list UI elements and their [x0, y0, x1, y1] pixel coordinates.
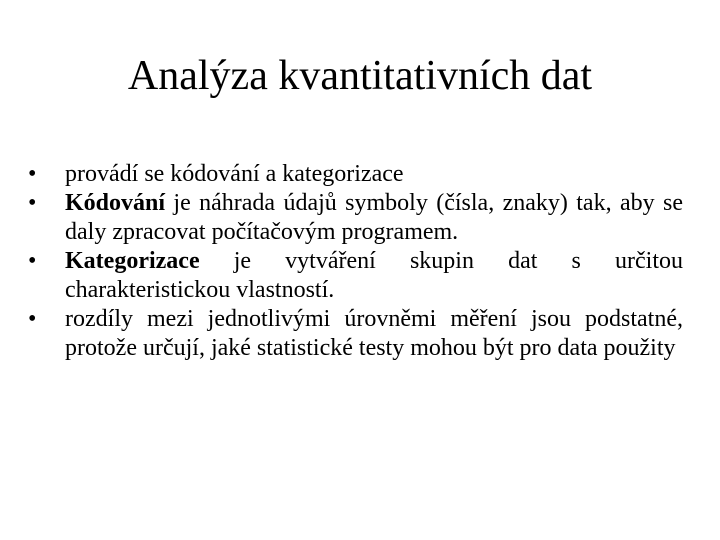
- bullet-item: [28, 247, 683, 305]
- bullet-item: [28, 160, 683, 189]
- bullet-list: [28, 160, 683, 363]
- bullet-text: rozdíly mezi jednotlivými úrovněmi měření jsou podstatné, protože určují, jaké statistické testy mohou být pro data použity: [65, 306, 683, 361]
- bullet-text: provádí se kódování a kategorizace: [65, 161, 404, 187]
- bullet-text: je vytváření skupin dat s určitou charakteristickou vlastností.: [65, 248, 683, 303]
- slide-title: Analýza kvantitativních dat: [127, 53, 593, 99]
- bullet-item: [28, 305, 683, 363]
- bullet-icon: •: [28, 248, 37, 274]
- bullet-icon: •: [28, 306, 37, 332]
- term-kodovani: Kódování: [65, 190, 166, 216]
- bullet-item: [28, 189, 683, 247]
- term-kategorizace: Kategorizace: [65, 248, 200, 274]
- bullet-icon: •: [28, 161, 37, 187]
- bullet-icon: •: [28, 190, 37, 216]
- bullet-text: je náhrada údajů symboly (čísla, znaky) tak, aby se daly zpracovat počítačovým programem.: [65, 190, 683, 245]
